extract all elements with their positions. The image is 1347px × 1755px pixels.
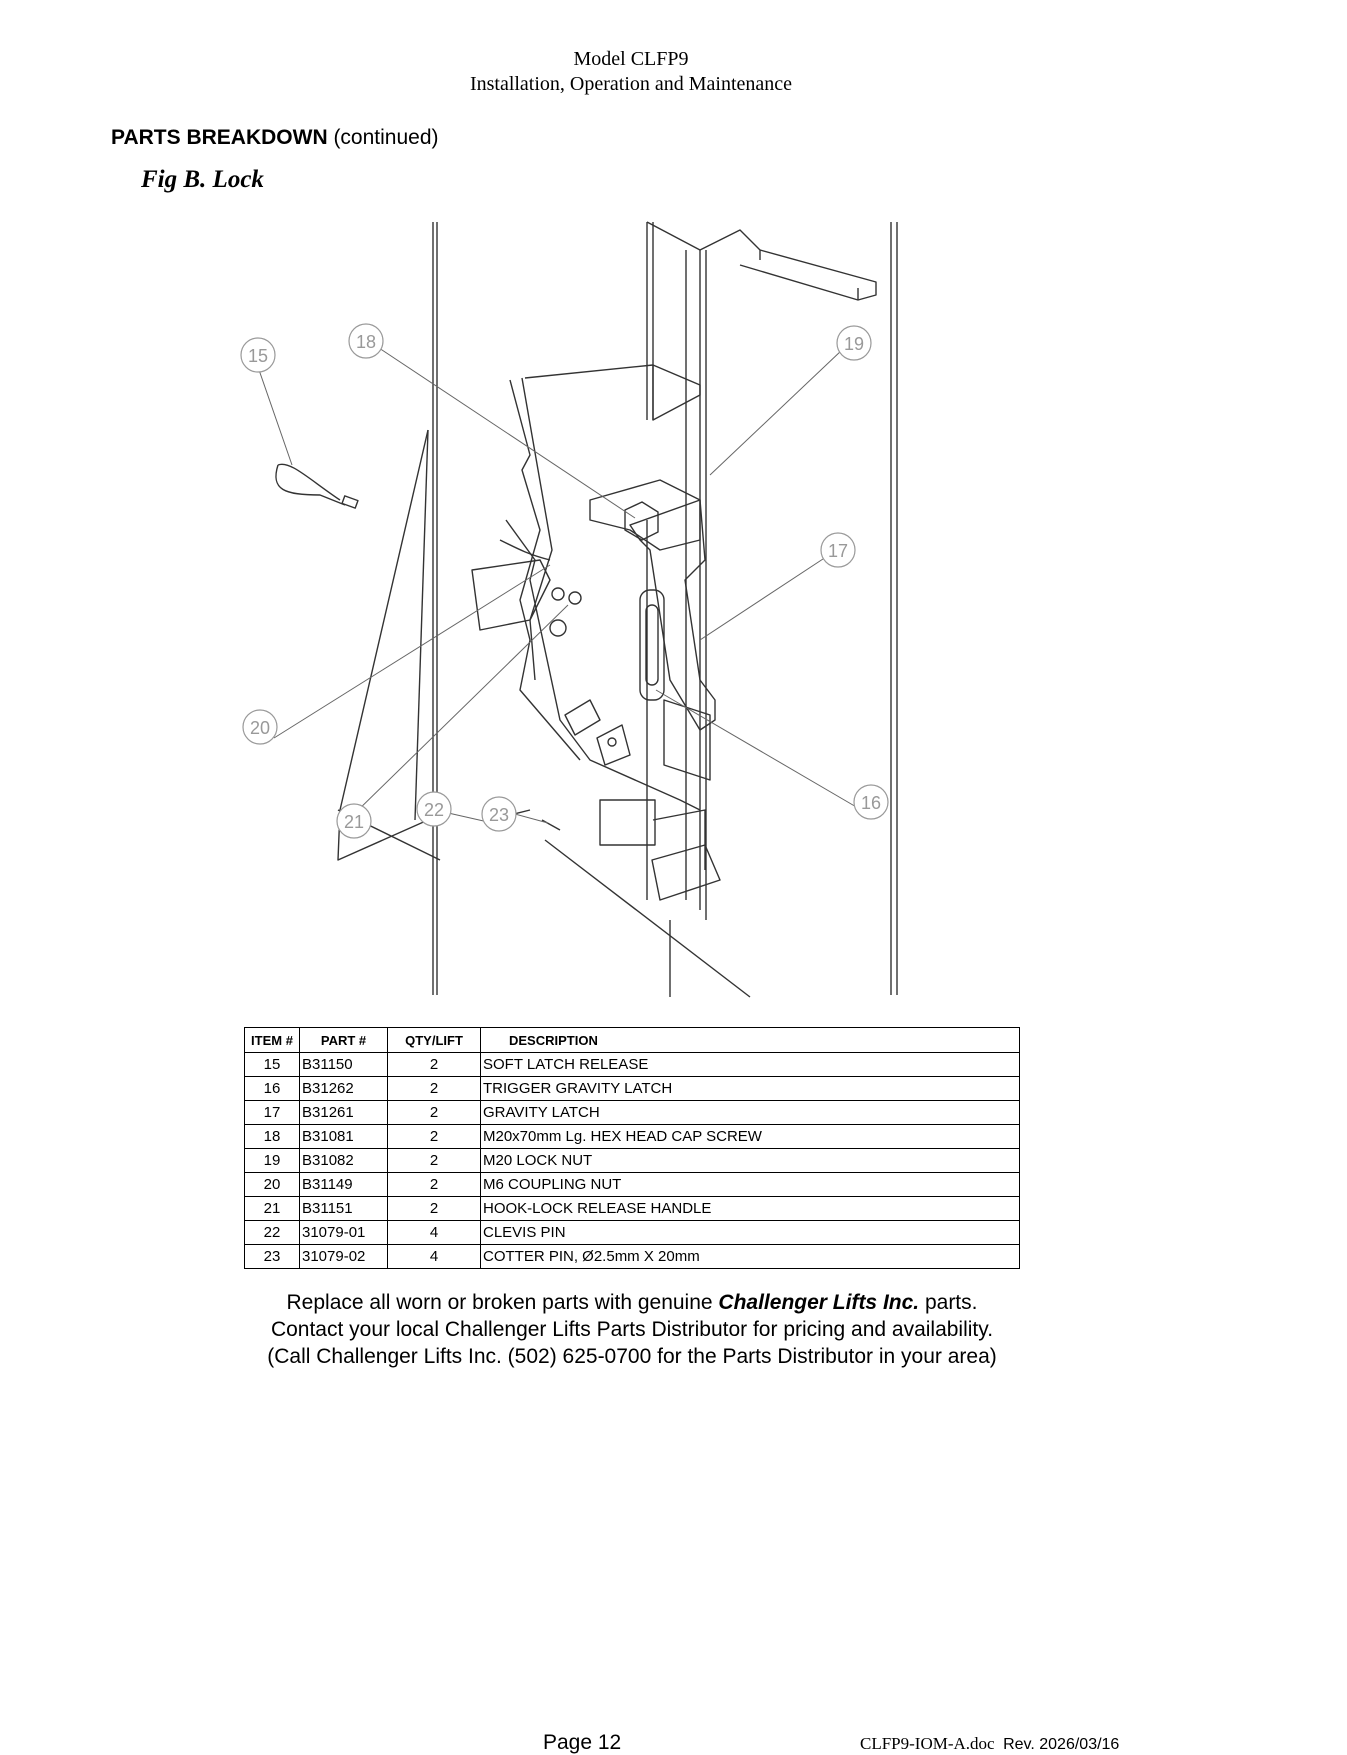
parts-table <box>244 1027 1020 1269</box>
callout-20: 20 <box>249 718 271 738</box>
table-row <box>245 1173 1020 1197</box>
cell-part: B31262 <box>300 1077 388 1101</box>
cell-item: 20 <box>245 1173 300 1197</box>
cell-qty: 4 <box>388 1245 481 1269</box>
cell-description: M20 LOCK NUT <box>481 1149 1020 1173</box>
cell-description: HOOK-LOCK RELEASE HANDLE <box>481 1197 1020 1221</box>
leader-17 <box>700 557 826 640</box>
table-row <box>245 1197 1020 1221</box>
header-subtitle: Installation, Operation and Maintenance <box>469 73 793 95</box>
callout-22: 22 <box>423 800 445 820</box>
callout-21: 21 <box>343 812 365 832</box>
cell-item: 15 <box>245 1053 300 1077</box>
section-title-rest: (continued) <box>327 126 439 149</box>
cell-item: 23 <box>245 1245 300 1269</box>
cell-item: 16 <box>245 1077 300 1101</box>
cell-qty: 2 <box>388 1173 481 1197</box>
footer-document <box>860 1734 1119 1754</box>
leader-19 <box>710 350 842 475</box>
cell-part: 31079-01 <box>300 1221 388 1245</box>
header-part: PART # <box>300 1028 388 1053</box>
callout-18: 18 <box>355 332 377 352</box>
callout-15: 15 <box>247 346 269 366</box>
notice-line-1 <box>244 1289 1020 1316</box>
cell-part: 31079-02 <box>300 1245 388 1269</box>
footer-revision: Rev. 2026/03/16 <box>1003 1736 1120 1753</box>
cell-description: M6 COUPLING NUT <box>481 1173 1020 1197</box>
table-row <box>245 1077 1020 1101</box>
leader-18 <box>370 342 635 518</box>
header-model: Model CLFP9 <box>573 48 689 70</box>
leader-21 <box>350 605 568 818</box>
figure-title: Fig B. Lock <box>141 166 264 193</box>
cell-qty: 2 <box>388 1125 481 1149</box>
callout-17: 17 <box>827 541 849 561</box>
cell-qty: 2 <box>388 1101 481 1125</box>
table-header-row <box>245 1028 1020 1053</box>
cell-qty: 2 <box>388 1077 481 1101</box>
cell-qty: 2 <box>388 1149 481 1173</box>
cell-qty: 4 <box>388 1221 481 1245</box>
lock-assembly-diagram <box>230 220 1010 1000</box>
cell-description: COTTER PIN, Ø2.5mm X 20mm <box>481 1245 1020 1269</box>
leader-20 <box>274 565 550 738</box>
section-title-bold: PARTS BREAKDOWN <box>111 126 328 149</box>
table-row <box>245 1125 1020 1149</box>
cell-qty: 2 <box>388 1197 481 1221</box>
notice-line-3: (Call Challenger Lifts Inc. (502) 625-0700 for the Parts Distributor in your area) <box>267 1345 997 1368</box>
cell-description: TRIGGER GRAVITY LATCH <box>481 1077 1020 1101</box>
cell-item: 22 <box>245 1221 300 1245</box>
cell-description: SOFT LATCH RELEASE <box>481 1053 1020 1077</box>
cell-description: CLEVIS PIN <box>481 1221 1020 1245</box>
cell-item: 21 <box>245 1197 300 1221</box>
table-row <box>245 1053 1020 1077</box>
cell-part: B31261 <box>300 1101 388 1125</box>
table-row <box>245 1245 1020 1269</box>
notice-line-1-pre: Replace all worn or broken parts with genuine <box>286 1291 719 1314</box>
cell-part: B31081 <box>300 1125 388 1149</box>
header-description: DESCRIPTION <box>481 1028 1020 1053</box>
header-item: ITEM # <box>245 1028 300 1053</box>
section-title <box>111 126 439 150</box>
notice-brand: Challenger Lifts Inc. <box>718 1291 920 1314</box>
callout-23: 23 <box>488 805 510 825</box>
cell-item: 17 <box>245 1101 300 1125</box>
cell-item: 19 <box>245 1149 300 1173</box>
cell-part: B31150 <box>300 1053 388 1077</box>
callout-19: 19 <box>843 334 865 354</box>
cell-item: 18 <box>245 1125 300 1149</box>
cell-description: GRAVITY LATCH <box>481 1101 1020 1125</box>
table-row <box>245 1101 1020 1125</box>
cell-part: B31082 <box>300 1149 388 1173</box>
footer-page-number: Page 12 <box>543 1731 622 1754</box>
table-row <box>245 1221 1020 1245</box>
cell-description: M20x70mm Lg. HEX HEAD CAP SCREW <box>481 1125 1020 1149</box>
parts-notice <box>244 1289 1020 1370</box>
footer-doc-name: CLFP9-IOM-A.doc <box>860 1734 995 1753</box>
cell-part: B31151 <box>300 1197 388 1221</box>
callout-16: 16 <box>860 793 882 813</box>
cell-part: B31149 <box>300 1173 388 1197</box>
leader-15 <box>258 367 292 465</box>
header-qty: QTY/LIFT <box>388 1028 481 1053</box>
table-row <box>245 1149 1020 1173</box>
notice-line-2: Contact your local Challenger Lifts Parts Distributor for pricing and availability. <box>270 1318 994 1341</box>
cell-qty: 2 <box>388 1053 481 1077</box>
notice-line-1-post: parts. <box>919 1291 978 1314</box>
